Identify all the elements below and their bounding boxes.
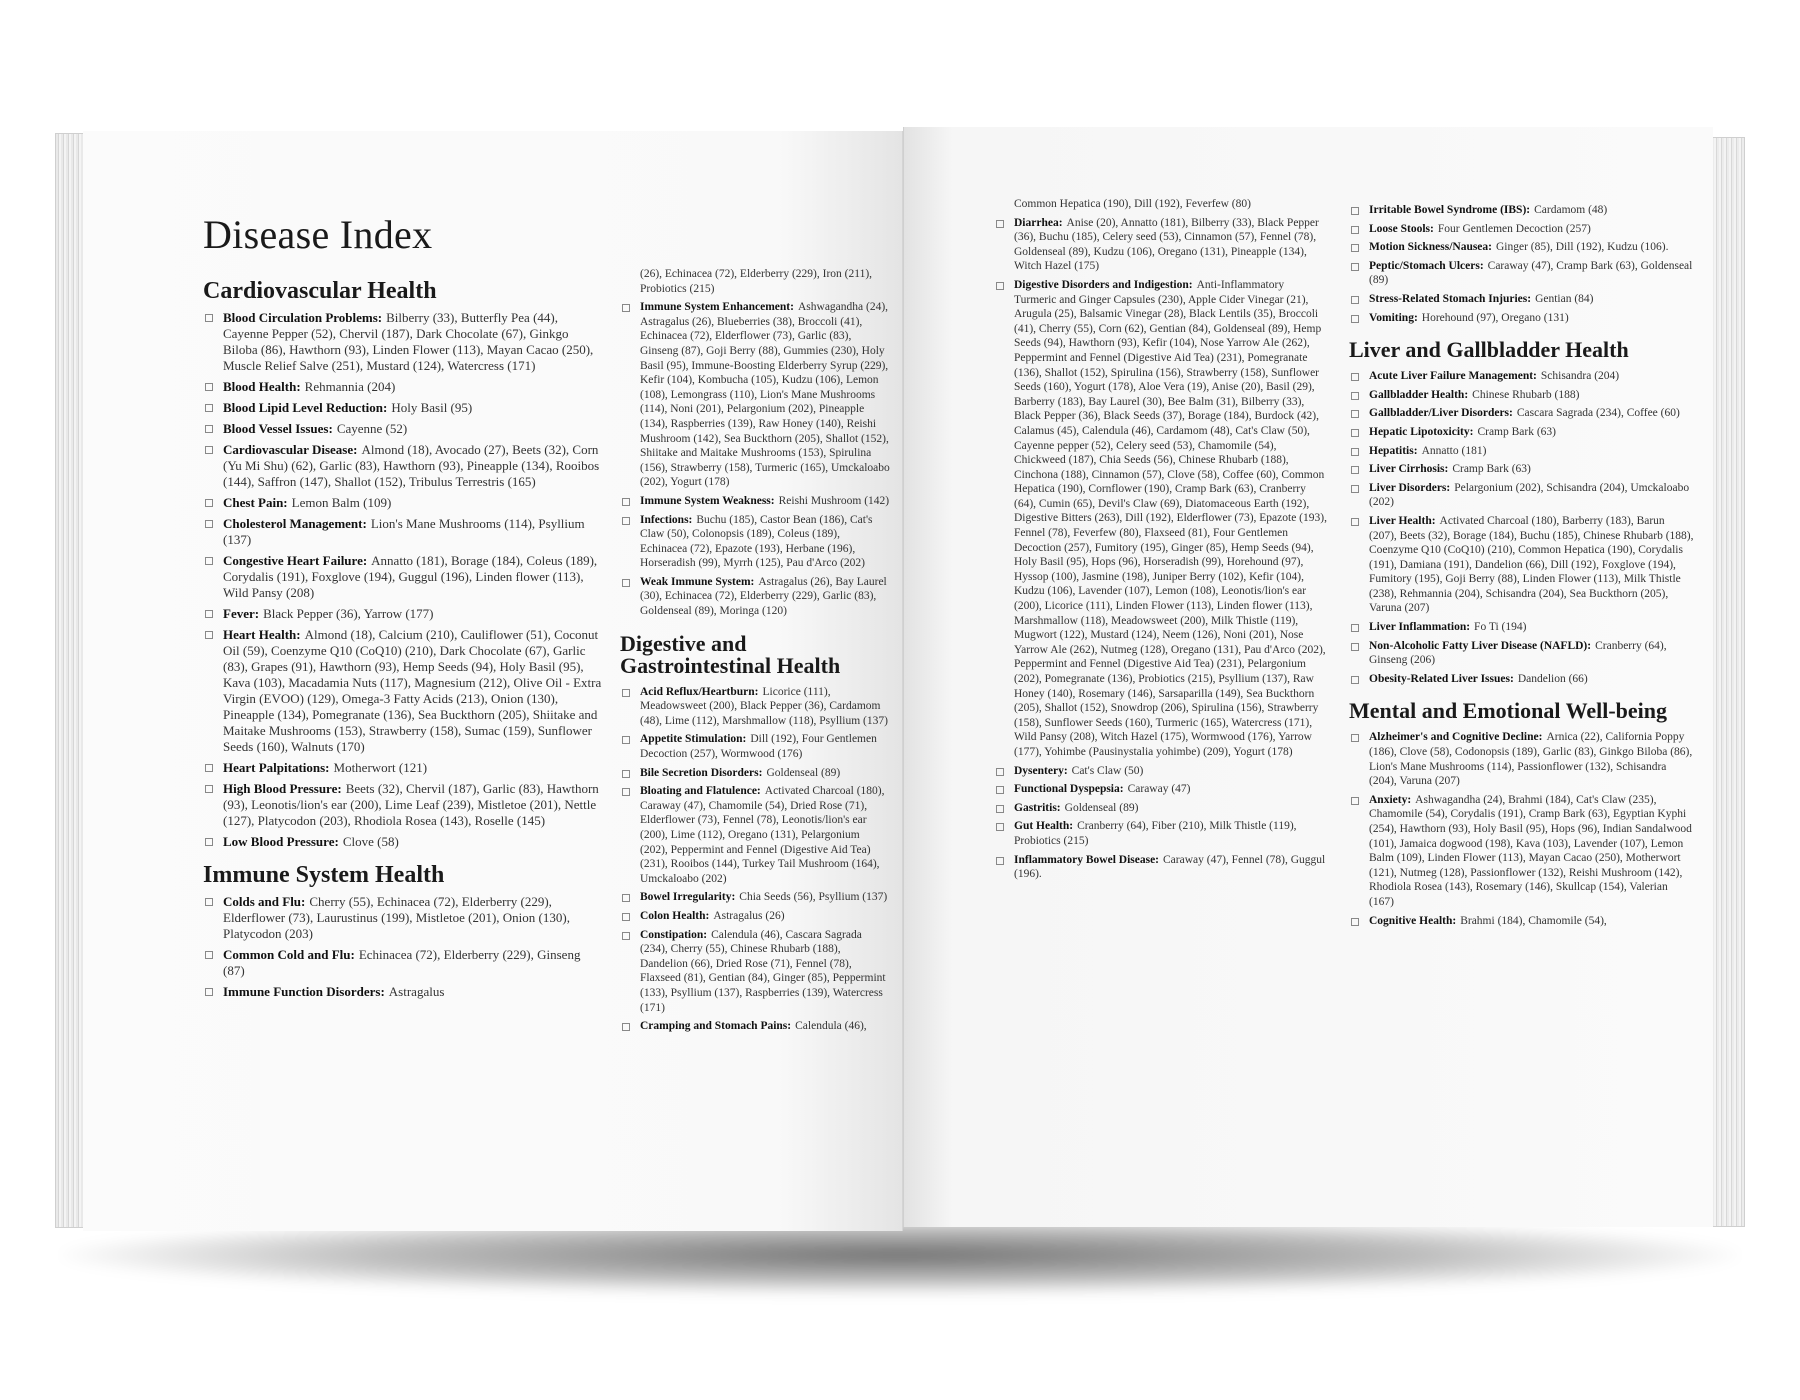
entry-references: Annatto (181), Borage (184), Coleus (189), Corydalis (191), Foxglove (194), Guggul (196), Linden flower (113), Wild Pansy (208) [223, 553, 598, 600]
right-page [903, 127, 1713, 1227]
entry-term: Stress-Related Stomach Injuries: [1369, 292, 1532, 305]
checkbox-bullet-icon [205, 898, 213, 906]
index-entry [994, 782, 1329, 797]
index-entry [620, 890, 890, 905]
checkbox-bullet-icon [205, 425, 213, 433]
entry-term: Liver Inflammation: [1369, 621, 1471, 634]
section-title: Liver and Gallbladder Health [1349, 337, 1629, 363]
index-entry [203, 834, 603, 850]
checkbox-bullet-icon [205, 383, 213, 391]
checkbox-bullet-icon [996, 786, 1004, 794]
checkbox-bullet-icon [1351, 373, 1359, 381]
entry-references: Caraway (47), Cramp Bark (63), Goldenseal (89) [1369, 259, 1693, 287]
entry-references: Anise (20), Annatto (181), Bilberry (33), Black Pepper (36), Buchu (185), Celery seed (53), Cinnamon (57), Fennel (78), Goldenseal (89), Kudzu (106), Oregano (131), Pineapple (134), Witch Hazel (175) [1014, 216, 1319, 273]
checkbox-bullet-icon [205, 951, 213, 959]
checkbox-bullet-icon [622, 498, 630, 506]
entry-references: Echinacea (72), Elderberry (229), Ginseng (87) [223, 947, 581, 978]
index-entry [1349, 388, 1694, 403]
entry-term: Weak Immune System: [640, 575, 755, 588]
entry-term: Cholesterol Management: [223, 516, 367, 531]
checkbox-bullet-icon [205, 764, 213, 772]
entry-references: Arnica (22), California Poppy (186), Clove (58), Codonopsis (189), Garlic (83), Ginkgo Biloba (86), Lion's Mane Mushrooms (114), Passionflower (132), Schisandra (204), Varuna (207) [1369, 731, 1693, 788]
index-entry [1349, 406, 1694, 421]
entry-references: Black Pepper (36), Yarrow (177) [263, 606, 434, 621]
entry-term: Fever: [223, 606, 260, 621]
entry-references: Almond (18), Avocado (27), Beets (32), Corn (Yu Mi Shu) (62), Garlic (83), Hawthorn (93), Pineapple (134), Rooibos (144), Saffron (147), Shallot (152), Tribulus Terrestris (165) [223, 442, 600, 489]
entry-term: Gut Health: [1014, 820, 1074, 833]
entry-term: Diarrhea: [1014, 216, 1063, 229]
index-entry [203, 400, 603, 416]
entry-references: Caraway (47) [1127, 783, 1191, 796]
entry-term: Hepatitis: [1369, 444, 1418, 457]
entry-term: Anxiety: [1369, 793, 1412, 806]
checkbox-bullet-icon [1351, 448, 1359, 456]
checkbox-bullet-icon [622, 788, 630, 796]
checkbox-bullet-icon [622, 304, 630, 312]
checkbox-bullet-icon [1351, 226, 1359, 234]
checkbox-bullet-icon [1351, 797, 1359, 805]
index-entry [1349, 914, 1694, 929]
entry-term: Obesity-Related Liver Issues: [1369, 672, 1514, 685]
index-entry [203, 379, 603, 395]
checkbox-bullet-icon [1351, 429, 1359, 437]
entry-references: Reishi Mushroom (142) [778, 494, 890, 507]
checkbox-bullet-icon [205, 404, 213, 412]
entry-references: Fo Ti (194) [1474, 621, 1527, 634]
index-entry [994, 801, 1329, 816]
entry-term: Cardiovascular Disease: [223, 442, 358, 457]
entry-term: Motion Sickness/Nausea: [1369, 241, 1492, 254]
index-entry [1349, 639, 1694, 668]
entry-term: Bile Secretion Disorders: [640, 766, 763, 779]
entry-references: Lemon Balm (109) [291, 495, 392, 510]
index-entry [620, 1019, 890, 1034]
entry-term: Colds and Flu: [223, 894, 306, 909]
entry-term: Cognitive Health: [1369, 914, 1457, 927]
entry-references: Cascara Sagrada (234), Coffee (60) [1516, 407, 1680, 420]
entry-references: Dandelion (66) [1517, 672, 1588, 685]
entry-term: Chest Pain: [223, 495, 288, 510]
entry-term: Hepatic Lipotoxicity: [1369, 425, 1474, 438]
entry-references: Schisandra (204) [1540, 370, 1620, 383]
checkbox-bullet-icon [1351, 296, 1359, 304]
section-title: Cardiovascular Health [203, 278, 437, 304]
index-entry [1349, 620, 1694, 635]
index-entry [1349, 369, 1694, 384]
index-entry [1349, 222, 1694, 237]
entry-references: Activated Charcoal (180), Caraway (47), Chamomile (54), Dried Rose (71), Elderflower (73), Fennel (78), Leonotis/lion's ear (200), Lime (112), Oregano (131), Pelargonium (202), Peppermint and Fennel (Digestive Aid Tea) (231), Rooibos (144), Turkey Tail Mushroom (164), Umckaloabo (202) [640, 785, 885, 885]
entry-term: Constipation: [640, 928, 708, 941]
entry-references: Gentian (84) [1535, 292, 1594, 305]
checkbox-bullet-icon [622, 932, 630, 940]
entry-references: Horehound (97), Oregano (131) [1421, 311, 1569, 324]
checkbox-bullet-icon [205, 610, 213, 618]
checkbox-bullet-icon [1351, 518, 1359, 526]
index-entry [203, 760, 603, 776]
entry-references: Clove (58) [342, 834, 399, 849]
entry-references: Cranberry (64), Fiber (210), Milk Thistle (119), Probiotics (215) [1014, 820, 1297, 847]
index-entry [1349, 425, 1694, 440]
checkbox-bullet-icon [1351, 676, 1359, 684]
checkbox-bullet-icon [1351, 643, 1359, 651]
entry-references: Cherry (55), Echinacea (72), Elderberry (229), Elderflower (73), Laurustinus (199), Mistletoe (201), Onion (130), Platycodon (203) [223, 894, 570, 941]
index-entry [203, 627, 603, 755]
entry-references: Anti-Inflammatory Turmeric and Ginger Capsules (230), Apple Cider Vinegar (21), Arugula (25), Balsamic Vinegar (28), Black Lentils (35), Broccoli (41), Cherry (55), Corn (62), Gentian (84), Goldenseal (89), Hemp Seeds (94), Hawthorn (93), Kefir (104), Nose Yarrow Ale (262), Peppermint and Fennel (Digestive Aid Tea) (231), Pomegranate (136), Shallot (152), Spirulina (156), Strawberry (158), Sunflower Seeds (160), Yogurt (178), Aloe Vera (19), Anise (20), Basil (29), Barberry (183), Bay Laurel (30), Bee Balm (31), Bilberry (33), Black Pepper (36), Black Seeds (37), Borage (184), Burdock (42), Calamus (45), Calendula (46), Cardamom (48), Cat's Claw (50), Cayenne pepper (52), Celery seed (53), Chamomile (54), Chickweed (187), Chia Seeds (56), Chinese Rhubarb (188), Cinchona (188), Cinnamon (57), Clove (58), Coffee (60), Common Hepatica (190), Cornflower (190), Cramp Bark (63), Cranberry (64), Cumin (65), Devil's Claw (69), Diatomaceous Earth (192), Digestive Bitters (263), Dill (192), Elderflower (73), Epazote (193), Fennel (78), Feverfew (80), Flaxseed (81), Four Gentlemen Decoction (257), Fumitory (195), Ginger (85), Hemp Seeds (94), Holy Basil (95), Hops (96), Horseradish (99), Horehound (97), Hyssop (100), Jasmine (198), Juniper Berry (102), Kefir (104), Kudzu (106), Lavender (107), Lemon (108), Leonotis/lion's ear (200), Licorice (111), Linden Flower (113), Linden flower (113), Marshmallow (118), Meadowsweet (200), Milk Thistle (119), Mugwort (122), Mustard (124), Neem (126), Noni (201), Nose Yarrow Ale (262), Nutmeg (128), Oregano (131), Pau d'Arco (202), Peppermint and Fennel (Digestive Aid Tea) (231), Pelargonium (202), Pomegranate (136), Probiotics (215), Psyllium (137), Raw Honey (140), Rosemary (146), Sarsaparilla (149), Sea Buckthorn (205), Shallot (152), Snowdrop (206), Spirulina (156), Strawberry (158), Sunflower Seeds (160), Turmeric (165), Watercress (171), Wild Pansy (208), Witch Hazel (175), Wormwood (176), Yarrow (177), Yohimbe (Pausinystalia yohimbe) (209), Yogurt (178) [1014, 278, 1327, 758]
index-entry [1349, 672, 1694, 687]
checkbox-bullet-icon [996, 823, 1004, 831]
checkbox-bullet-icon [205, 520, 213, 528]
index-entry [620, 909, 890, 924]
checkbox-bullet-icon [1351, 734, 1359, 742]
checkbox-bullet-icon [996, 282, 1004, 290]
entry-references: Buchu (185), Castor Bean (186), Cat's Claw (50), Colonopsis (189), Coleus (189), Echinacea (72), Epazote (193), Herbane (196), Horseradish (99), Myrrh (125), Pau d'Arco (202) [640, 513, 873, 570]
entry-term: Loose Stools: [1369, 222, 1434, 235]
entry-term: Bowel Irregularity: [640, 891, 736, 904]
entry-term: Colon Health: [640, 909, 710, 922]
entry-term: Inflammatory Bowel Disease: [1014, 853, 1160, 866]
entry-term: Liver Health: [1369, 514, 1436, 527]
continued-text: (26), Echinacea (72), Elderberry (229), Iron (211), Probiotics (215) [640, 268, 873, 295]
entry-term: Dysentery: [1014, 764, 1068, 777]
index-entry [620, 732, 890, 761]
checkbox-bullet-icon [622, 913, 630, 921]
entry-term: Peptic/Stomach Ulcers: [1369, 259, 1484, 272]
entry-term: Alzheimer's and Cognitive Decline: [1369, 731, 1543, 744]
entry-term: Heart Health: [223, 627, 301, 642]
entry-term: Common Cold and Flu: [223, 947, 355, 962]
entry-references: Cayenne (52) [336, 421, 408, 436]
entry-references: Calendula (46), [795, 1020, 867, 1033]
index-entry [994, 819, 1329, 848]
checkbox-bullet-icon [1351, 624, 1359, 632]
entry-references: Astragalus (26) [713, 909, 785, 922]
entry-references: Licorice (111), Meadowsweet (200), Black Pepper (36), Cardamom (48), Lime (112), Marshmallow (118), Psyllium (137) [640, 685, 888, 727]
entry-term: Gallbladder Health: [1369, 388, 1469, 401]
entry-term: Acid Reflux/Heartburn: [640, 685, 759, 698]
entry-references: Activated Charcoal (180), Barberry (183), Barun (207), Beets (32), Borage (184), Buchu (185), Chinese Rhubarb (188), Coenzyme Q10 (CoQ10) (210), Common Hepatica (190), Corydalis (191), Damiana (191), Dandelion (66), Dill (192), Foxglove (194), Fumitory (195), Goji Berry (88), Linden Flower (113), Milk Thistle (238), Rehmannia (204), Schisandra (204), Sea Buckthorn (205), Varuna (207) [1369, 514, 1694, 615]
entry-references: Annatto (181) [1421, 444, 1487, 457]
entry-references: Chia Seeds (56), Psyllium (137) [739, 891, 888, 904]
entry-term: Blood Circulation Problems: [223, 310, 383, 325]
entry-references: Motherwort (121) [333, 760, 428, 775]
entry-term: Digestive Disorders and Indigestion: [1014, 278, 1193, 291]
entry-term: Infections: [640, 513, 693, 526]
entry-references: Bilberry (33), Butterfly Pea (44), Cayenne Pepper (52), Chervil (187), Dark Chocolate (67), Ginkgo Biloba (86), Hawthorn (93), Linden Flower (113), Mayan Cacao (250), Muscle Relief Salve (251), Mustard (124), Watercress (171) [223, 310, 594, 373]
entry-references: Almond (18), Calcium (210), Cauliflower (51), Coconut Oil (59), Coenzyme Q10 (CoQ10) (210), Dark Chocolate (67), Garlic (83), Grapes (91), Hawthorn (93), Hemp Seeds (94), Holy Basil (95), Kava (103), Macadamia Nuts (117), Magnesium (212), Olive Oil - Extra Virgin (EVOO) (129), Omega-3 Fatty Acids (213), Onion (130), Pineapple (134), Pomegranate (136), Sea Buckthorn (205), Shiitake and Maitake Mushrooms (153), Strawberry (158), Sumac (159), Sunflower Seeds (160), Walnuts (170) [223, 627, 602, 754]
entry-term: Congestive Heart Failure: [223, 553, 368, 568]
index-entry [203, 553, 603, 601]
entry-term: High Blood Pressure: [223, 781, 342, 796]
entry-term: Heart Palpitations: [223, 760, 330, 775]
index-entry [1349, 514, 1694, 616]
index-entry [203, 984, 603, 1000]
entry-references: Goldenseal (89) [766, 766, 841, 779]
index-entry [620, 784, 890, 886]
entry-references: Holy Basil (95) [391, 400, 473, 415]
checkbox-bullet-icon [1351, 410, 1359, 418]
checkbox-bullet-icon [622, 517, 630, 525]
checkbox-bullet-icon [205, 499, 213, 507]
checkbox-bullet-icon [205, 631, 213, 639]
index-entry [1349, 444, 1694, 459]
index-entry [994, 278, 1329, 760]
entry-term: Low Blood Pressure: [223, 834, 339, 849]
entry-references: Lion's Mane Mushrooms (114), Psyllium (137) [223, 516, 585, 547]
index-entry [203, 947, 603, 979]
checkbox-bullet-icon [622, 1023, 630, 1031]
entry-references: Cramp Bark (63) [1452, 463, 1531, 476]
checkbox-bullet-icon [622, 736, 630, 744]
entry-references: Ashwagandha (24), Astragalus (26), Blueberries (38), Broccoli (41), Echinacea (72), Elderflower (73), Garlic (83), Ginseng (87), Goji Berry (88), Gummies (230), Holy Basil (95), Immune-Boosting Elderberry Syrup (229), Kefir (104), Kombucha (105), Kudzu (106), Lemon (108), Lemongrass (110), Lion's Mane Mushrooms (114), Noni (201), Pelargonium (202), Pineapple (134), Raspberries (139), Raw Honey (140), Reishi Mushroom (142), Sea Buckthorn (205), Shallot (152), Shiitake and Maitake Mushrooms (153), Spirulina (156), Strawberry (158), Turmeric (165), Umckaloabo (202), Yogurt (178) [640, 301, 890, 489]
entry-references: Four Gentlemen Decoction (257) [1437, 222, 1591, 235]
index-entry [203, 606, 603, 622]
entry-term: Non-Alcoholic Fatty Liver Disease (NAFLD): [1369, 639, 1592, 652]
entry-term: Immune Function Disorders: [223, 984, 385, 999]
index-entry [203, 442, 603, 490]
entry-references: Brahmi (184), Chamomile (54), [1460, 914, 1607, 927]
open-book [55, 125, 1745, 1235]
checkbox-bullet-icon [996, 768, 1004, 776]
checkbox-bullet-icon [996, 805, 1004, 813]
index-entry [1349, 462, 1694, 477]
entry-term: Immune System Weakness: [640, 494, 775, 507]
index-entry [994, 216, 1329, 274]
entry-term: Bloating and Flatulence: [640, 785, 761, 798]
index-entry [994, 764, 1329, 779]
entry-term: Immune System Enhancement: [640, 301, 794, 314]
entry-term: Blood Vessel Issues: [223, 421, 333, 436]
index-entry [1349, 311, 1694, 326]
entry-term: Gastritis: [1014, 801, 1061, 814]
index-entry [1349, 793, 1694, 910]
index-entry [1349, 240, 1694, 255]
index-entry [203, 781, 603, 829]
entry-references: Cardamom (48) [1534, 204, 1608, 216]
entry-references: Rehmannia (204) [304, 379, 396, 394]
index-entry [1349, 730, 1694, 788]
index-entry [1349, 481, 1694, 510]
index-entry [1349, 292, 1694, 307]
checkbox-bullet-icon [622, 689, 630, 697]
entry-term: Liver Cirrhosis: [1369, 463, 1449, 476]
section-title: Digestive and Gastrointestinal Health [620, 630, 841, 678]
checkbox-bullet-icon [1351, 263, 1359, 271]
entry-references: Goldenseal (89) [1064, 801, 1139, 814]
index-entry [1349, 203, 1694, 218]
entry-references: Cramp Bark (63) [1477, 425, 1557, 438]
index-entry [620, 513, 890, 571]
entry-term: Functional Dyspepsia: [1014, 783, 1124, 796]
index-entry [620, 300, 890, 490]
checkbox-bullet-icon [1351, 466, 1359, 474]
entry-term: Acute Liver Failure Management: [1369, 370, 1537, 383]
entry-term: Irritable Bowel Syndrome (IBS): [1369, 204, 1531, 216]
entry-references: Ashwagandha (24), Brahmi (184), Cat's Claw (235), Chamomile (54), Corydalis (191), Cramp Bark (63), Egyptian Kyphi (254), Hawthorn (93), Holy Basil (95), Hops (96), Indian Sandalwood (101), Jamaica dogwood (198), Kava (103), Lavender (107), Lemon Balm (109), Linden Flower (113), Mayan Cacao (250), Motherwort (121), Nutmeg (128), Passionflower (132), Reishi Mushroom (142), Rhodiola Rosea (143), Rosemary (146), Skullcap (154), Valerian (167) [1369, 793, 1692, 908]
index-entry [203, 310, 603, 374]
index-entry [620, 685, 890, 729]
checkbox-bullet-icon [1351, 918, 1359, 926]
entry-references: Astragalus [388, 984, 445, 999]
left-column-2 [620, 267, 890, 1038]
checkbox-bullet-icon [622, 894, 630, 902]
index-entry [203, 516, 603, 548]
entry-references: Astragalus (26), Bay Laurel (30), Echinacea (72), Elderberry (229), Garlic (83), Goldenseal (89), Moringa (120) [640, 575, 887, 618]
continued-text: Common Hepatica (190), Dill (192), Feverfew (80) [1014, 198, 1251, 210]
checkbox-bullet-icon [622, 579, 630, 587]
index-entry [1349, 259, 1694, 288]
checkbox-bullet-icon [1351, 207, 1359, 215]
entry-references: Cranberry (64), Ginseng (206) [1369, 639, 1667, 667]
checkbox-bullet-icon [205, 988, 213, 996]
index-entry [994, 853, 1329, 882]
page-title: Disease Index [203, 212, 433, 257]
entry-term: Liver Disorders: [1369, 481, 1451, 494]
entry-term: Appetite Stimulation: [640, 733, 747, 746]
checkbox-bullet-icon [996, 220, 1004, 228]
entry-references: Ginger (85), Dill (192), Kudzu (106). [1496, 241, 1669, 254]
entry-term: Gallbladder/Liver Disorders: [1369, 407, 1513, 420]
checkbox-bullet-icon [1351, 315, 1359, 323]
entry-term: Vomiting: [1369, 311, 1418, 324]
index-entry [620, 575, 890, 619]
checkbox-bullet-icon [205, 557, 213, 565]
entry-references: Cat's Claw (50) [1071, 764, 1144, 777]
index-entry [620, 766, 890, 781]
checkbox-bullet-icon [1351, 485, 1359, 493]
entry-references: Calendula (46), Cascara Sagrada (234), Cherry (55), Chinese Rhubarb (188), Dandelion (66), Dried Rose (71), Fennel (78), Flaxseed (81), Gentian (84), Ginger (85), Peppermint (133), Psyllium (137), Raspberries (139), Watercress (171) [640, 928, 886, 1014]
checkbox-bullet-icon [205, 446, 213, 454]
right-column-1 [994, 197, 1329, 886]
section-title: Mental and Emotional Well-being [1349, 698, 1668, 724]
entry-references: Dill (192), Four Gentlemen Decoction (257), Wormwood (176) [640, 733, 877, 761]
checkbox-bullet-icon [622, 770, 630, 778]
checkbox-bullet-icon [205, 314, 213, 322]
index-entry [203, 894, 603, 942]
entry-term: Blood Lipid Level Reduction: [223, 400, 388, 415]
left-column-1 [203, 266, 603, 1005]
checkbox-bullet-icon [205, 785, 213, 793]
entry-term: Cramping and Stomach Pains: [640, 1020, 792, 1033]
entry-references: Pelargonium (202), Schisandra (204), Umckaloabo (202) [1369, 481, 1690, 509]
right-column-2 [1349, 203, 1694, 932]
index-entry [620, 928, 890, 1016]
checkbox-bullet-icon [205, 838, 213, 846]
index-entry [203, 421, 603, 437]
checkbox-bullet-icon [1351, 244, 1359, 252]
index-entry [203, 495, 603, 511]
checkbox-bullet-icon [1351, 392, 1359, 400]
entry-references: Beets (32), Chervil (187), Garlic (83), Hawthorn (93), Leonotis/lion's ear (200), Lime Leaf (239), Mistletoe (201), Nettle (127), Platycodon (203), Rhodiola Rosea (143), Roselle (145) [223, 781, 599, 828]
index-entry [620, 494, 890, 509]
left-page [83, 131, 903, 1231]
entry-references: Caraway (47), Fennel (78), Guggul (196). [1014, 853, 1326, 881]
checkbox-bullet-icon [996, 857, 1004, 865]
section-title: Immune System Health [203, 862, 445, 888]
entry-term: Blood Health: [223, 379, 301, 394]
entry-references: Chinese Rhubarb (188) [1472, 388, 1580, 401]
